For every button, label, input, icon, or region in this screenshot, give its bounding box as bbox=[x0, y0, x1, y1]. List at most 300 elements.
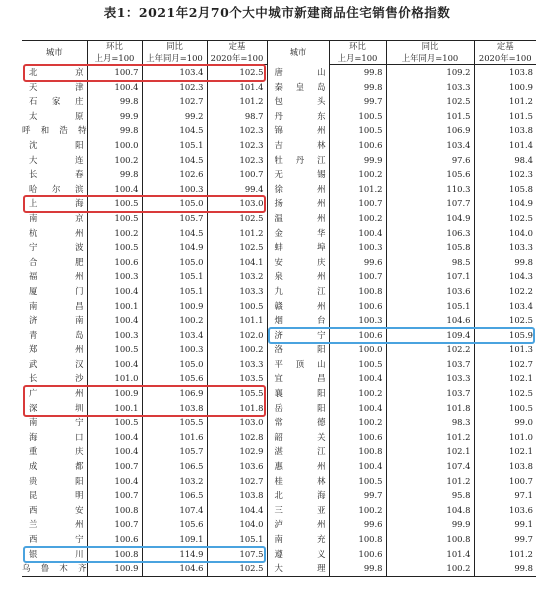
cell-fixed-left: 102.5 bbox=[207, 65, 267, 80]
cell-yoy-right: 104.8 bbox=[386, 503, 474, 518]
cell-yoy-left: 106.5 bbox=[142, 459, 207, 474]
cell-city-left: 银川 bbox=[29, 548, 84, 559]
cell-mom-right: 100.6 bbox=[329, 299, 386, 314]
subheader-yoy-right: 上年同月=100 bbox=[386, 53, 474, 65]
subheader-yoy-left: 上年同月=100 bbox=[142, 53, 207, 65]
cell-mom-right: 100.6 bbox=[329, 138, 386, 153]
cell-mom-left: 100.4 bbox=[87, 313, 142, 328]
table-row bbox=[22, 153, 536, 168]
table-row bbox=[22, 561, 536, 576]
cell-fixed-right: 101.0 bbox=[474, 430, 536, 445]
cell-mom-right: 99.6 bbox=[329, 255, 386, 270]
cell-mom-right: 100.6 bbox=[329, 430, 386, 445]
header-yoy-right: 同比 bbox=[386, 41, 474, 53]
cell-city-left: 广州 bbox=[29, 388, 84, 399]
cell-mom-right: 100.0 bbox=[329, 342, 386, 357]
cell-city-left: 合肥 bbox=[29, 256, 84, 267]
table-row bbox=[22, 196, 536, 211]
cell-city-right: 洛阳 bbox=[267, 342, 329, 357]
cell-fixed-right: 102.7 bbox=[474, 357, 536, 372]
cell-mom-right: 99.7 bbox=[329, 488, 386, 503]
header-city-right: 城市 bbox=[267, 41, 329, 65]
table-row bbox=[22, 401, 536, 416]
cell-yoy-right: 102.5 bbox=[386, 94, 474, 109]
cell-yoy-right: 98.3 bbox=[386, 415, 474, 430]
cell-fixed-right: 102.5 bbox=[474, 313, 536, 328]
page-title: 表1：2021年2月70个大中城市新建商品住宅销售价格指数 bbox=[103, 5, 451, 20]
cell-yoy-left: 102.3 bbox=[142, 80, 207, 95]
cell-city-right: 宜昌 bbox=[267, 371, 329, 386]
cell-city-left: 宁波 bbox=[29, 242, 84, 253]
cell-city-right: 温州 bbox=[267, 211, 329, 226]
cell-fixed-left: 101.2 bbox=[207, 226, 267, 241]
cell-fixed-right: 103.8 bbox=[474, 459, 536, 474]
cell-yoy-left: 103.8 bbox=[142, 401, 207, 416]
cell-fixed-right: 100.7 bbox=[474, 474, 536, 489]
cell-mom-left: 100.7 bbox=[87, 459, 142, 474]
cell-mom-right: 99.7 bbox=[329, 94, 386, 109]
cell-yoy-right: 98.5 bbox=[386, 255, 474, 270]
table-row bbox=[22, 503, 536, 518]
cell-city-right: 锦州 bbox=[267, 123, 329, 138]
cell-mom-left: 100.5 bbox=[87, 342, 142, 357]
cell-fixed-right: 101.2 bbox=[474, 94, 536, 109]
cell-city-left: 济南 bbox=[29, 315, 84, 326]
cell-city-left: 哈尔滨 bbox=[29, 183, 84, 194]
cell-yoy-left: 104.5 bbox=[142, 123, 207, 138]
cell-mom-right: 100.5 bbox=[329, 123, 386, 138]
subheader-mom-left: 上月=100 bbox=[87, 53, 142, 65]
cell-city-left: 长沙 bbox=[29, 373, 84, 384]
table-row bbox=[22, 269, 536, 284]
table-row bbox=[22, 284, 536, 299]
cell-yoy-right: 103.4 bbox=[386, 138, 474, 153]
cell-fixed-left: 101.8 bbox=[207, 401, 267, 416]
cell-fixed-left: 100.7 bbox=[207, 167, 267, 182]
cell-city-left: 呼和浩特 bbox=[22, 125, 87, 136]
cell-mom-right: 99.8 bbox=[329, 80, 386, 95]
cell-yoy-left: 104.9 bbox=[142, 240, 207, 255]
cell-city-left: 北京 bbox=[29, 66, 84, 77]
cell-mom-right: 100.2 bbox=[329, 386, 386, 401]
cell-yoy-left: 104.6 bbox=[142, 561, 207, 576]
cell-city-right: 济宁 bbox=[267, 328, 329, 343]
cell-yoy-right: 100.8 bbox=[386, 532, 474, 547]
cell-city-left: 成都 bbox=[29, 461, 84, 472]
cell-mom-right: 100.8 bbox=[329, 284, 386, 299]
cell-fixed-left: 102.5 bbox=[207, 211, 267, 226]
table-row bbox=[22, 182, 536, 197]
cell-mom-right: 100.4 bbox=[329, 459, 386, 474]
cell-city-right: 徐州 bbox=[267, 182, 329, 197]
cell-mom-left: 100.2 bbox=[87, 153, 142, 168]
cell-mom-left: 99.8 bbox=[87, 123, 142, 138]
cell-fixed-right: 102.2 bbox=[474, 284, 536, 299]
cell-mom-right: 99.6 bbox=[329, 517, 386, 532]
table-row bbox=[22, 517, 536, 532]
cell-fixed-right: 102.1 bbox=[474, 371, 536, 386]
cell-city-left: 贵阳 bbox=[29, 475, 84, 486]
cell-mom-left: 100.4 bbox=[87, 474, 142, 489]
cell-fixed-right: 102.5 bbox=[474, 211, 536, 226]
cell-fixed-right: 102.5 bbox=[474, 386, 536, 401]
cell-yoy-right: 104.9 bbox=[386, 211, 474, 226]
cell-yoy-right: 106.3 bbox=[386, 226, 474, 241]
subheader-mom-right: 上月=100 bbox=[329, 53, 386, 65]
cell-city-right: 桂林 bbox=[267, 474, 329, 489]
cell-mom-left: 101.0 bbox=[87, 371, 142, 386]
cell-fixed-right: 99.8 bbox=[474, 561, 536, 576]
table-row bbox=[22, 299, 536, 314]
cell-fixed-left: 98.7 bbox=[207, 109, 267, 124]
cell-city-left: 大连 bbox=[29, 154, 84, 165]
cell-city-right: 三亚 bbox=[267, 503, 329, 518]
cell-fixed-right: 104.3 bbox=[474, 269, 536, 284]
cell-city-left: 兰州 bbox=[29, 519, 84, 530]
cell-fixed-right: 99.8 bbox=[474, 255, 536, 270]
cell-mom-left: 100.5 bbox=[87, 196, 142, 211]
cell-city-left: 乌鲁木齐 bbox=[22, 561, 87, 576]
cell-fixed-right: 103.8 bbox=[474, 123, 536, 138]
cell-fixed-right: 101.5 bbox=[474, 109, 536, 124]
cell-city-right: 烟台 bbox=[267, 313, 329, 328]
cell-fixed-right: 102.3 bbox=[474, 167, 536, 182]
cell-city-right: 南充 bbox=[267, 532, 329, 547]
cell-yoy-left: 105.6 bbox=[142, 371, 207, 386]
cell-fixed-right: 97.1 bbox=[474, 488, 536, 503]
cell-fixed-right: 103.8 bbox=[474, 65, 536, 80]
cell-fixed-right: 100.5 bbox=[474, 401, 536, 416]
cell-city-left: 昆明 bbox=[29, 490, 84, 501]
cell-yoy-right: 99.9 bbox=[386, 517, 474, 532]
cell-city-left: 南京 bbox=[29, 212, 84, 223]
table-row bbox=[22, 547, 536, 562]
cell-fixed-left: 104.4 bbox=[207, 503, 267, 518]
cell-fixed-left: 103.6 bbox=[207, 459, 267, 474]
cell-mom-left: 100.9 bbox=[87, 386, 142, 401]
cell-yoy-right: 107.1 bbox=[386, 269, 474, 284]
cell-mom-left: 100.7 bbox=[87, 517, 142, 532]
cell-city-right: 赣州 bbox=[267, 299, 329, 314]
cell-yoy-left: 105.1 bbox=[142, 269, 207, 284]
cell-city-left: 西安 bbox=[29, 504, 84, 515]
cell-city-right: 扬州 bbox=[267, 196, 329, 211]
cell-mom-left: 100.3 bbox=[87, 269, 142, 284]
cell-yoy-left: 106.5 bbox=[142, 488, 207, 503]
cell-mom-right: 100.5 bbox=[329, 109, 386, 124]
cell-yoy-right: 102.2 bbox=[386, 342, 474, 357]
cell-yoy-right: 101.2 bbox=[386, 430, 474, 445]
cell-mom-left: 100.1 bbox=[87, 299, 142, 314]
cell-fixed-left: 102.5 bbox=[207, 561, 267, 576]
cell-city-right: 大理 bbox=[267, 561, 329, 576]
header-mom-left: 环比 bbox=[87, 41, 142, 53]
cell-fixed-left: 103.2 bbox=[207, 269, 267, 284]
cell-city-left: 天津 bbox=[29, 81, 84, 92]
cell-yoy-right: 101.8 bbox=[386, 401, 474, 416]
table-row bbox=[22, 488, 536, 503]
cell-city-left: 南宁 bbox=[29, 417, 84, 428]
cell-yoy-right: 107.4 bbox=[386, 459, 474, 474]
cell-mom-right: 100.3 bbox=[329, 240, 386, 255]
cell-mom-left: 100.4 bbox=[87, 182, 142, 197]
header-yoy-left: 同比 bbox=[142, 41, 207, 53]
cell-mom-right: 100.6 bbox=[329, 328, 386, 343]
cell-yoy-left: 105.1 bbox=[142, 138, 207, 153]
table-row bbox=[22, 357, 536, 372]
cell-yoy-right: 109.4 bbox=[386, 328, 474, 343]
cell-city-right: 牡丹江 bbox=[267, 153, 329, 168]
cell-yoy-right: 101.4 bbox=[386, 547, 474, 562]
cell-city-right: 蚌埠 bbox=[267, 240, 329, 255]
cell-yoy-left: 105.1 bbox=[142, 284, 207, 299]
cell-fixed-right: 99.1 bbox=[474, 517, 536, 532]
table-row bbox=[22, 94, 536, 109]
table-row bbox=[22, 240, 536, 255]
cell-city-right: 泉州 bbox=[267, 269, 329, 284]
table-row bbox=[22, 430, 536, 445]
cell-yoy-left: 104.5 bbox=[142, 153, 207, 168]
cell-yoy-right: 102.1 bbox=[386, 444, 474, 459]
cell-fixed-left: 101.2 bbox=[207, 94, 267, 109]
cell-city-left: 武汉 bbox=[29, 358, 84, 369]
cell-city-right: 安庆 bbox=[267, 255, 329, 270]
cell-fixed-left: 102.3 bbox=[207, 123, 267, 138]
subheader-fixed-left: 2020年=100 bbox=[207, 53, 267, 65]
cell-yoy-left: 105.0 bbox=[142, 196, 207, 211]
cell-yoy-right: 100.2 bbox=[386, 561, 474, 576]
cell-fixed-left: 100.5 bbox=[207, 299, 267, 314]
cell-city-right: 吉林 bbox=[267, 138, 329, 153]
cell-city-left: 西宁 bbox=[29, 534, 84, 544]
cell-mom-right: 101.2 bbox=[329, 182, 386, 197]
cell-fixed-right: 104.0 bbox=[474, 226, 536, 241]
cell-city-right: 韶关 bbox=[267, 430, 329, 445]
cell-fixed-right: 99.0 bbox=[474, 415, 536, 430]
table-row bbox=[22, 386, 536, 401]
table-row bbox=[22, 532, 536, 547]
cell-mom-right: 99.8 bbox=[329, 65, 386, 80]
cell-city-right: 金华 bbox=[267, 226, 329, 241]
cell-yoy-left: 104.5 bbox=[142, 226, 207, 241]
cell-city-right: 秦皇岛 bbox=[267, 80, 329, 95]
table-row bbox=[22, 80, 536, 95]
cell-mom-right: 100.2 bbox=[329, 167, 386, 182]
cell-city-right: 湛江 bbox=[267, 444, 329, 459]
cell-city-left: 深圳 bbox=[29, 402, 84, 413]
cell-city-right: 襄阳 bbox=[267, 386, 329, 401]
cell-yoy-left: 100.9 bbox=[142, 299, 207, 314]
cell-city-right: 惠州 bbox=[267, 459, 329, 474]
cell-fixed-right: 105.9 bbox=[474, 328, 536, 343]
cell-yoy-right: 106.9 bbox=[386, 123, 474, 138]
cell-mom-right: 100.8 bbox=[329, 532, 386, 547]
cell-mom-right: 100.3 bbox=[329, 313, 386, 328]
table-row bbox=[22, 313, 536, 328]
cell-yoy-left: 105.7 bbox=[142, 444, 207, 459]
cell-fixed-left: 101.4 bbox=[207, 80, 267, 95]
cell-city-right: 岳阳 bbox=[267, 401, 329, 416]
cell-fixed-left: 102.0 bbox=[207, 328, 267, 343]
cell-city-right: 九江 bbox=[267, 284, 329, 299]
cell-mom-right: 100.5 bbox=[329, 357, 386, 372]
cell-mom-left: 100.6 bbox=[87, 255, 142, 270]
cell-mom-right: 100.2 bbox=[329, 503, 386, 518]
cell-fixed-right: 101.3 bbox=[474, 342, 536, 357]
table-row bbox=[22, 328, 536, 343]
cell-fixed-left: 104.0 bbox=[207, 517, 267, 532]
cell-yoy-left: 103.4 bbox=[142, 65, 207, 80]
cell-yoy-right: 103.7 bbox=[386, 357, 474, 372]
table-row bbox=[22, 255, 536, 270]
cell-yoy-left: 105.0 bbox=[142, 255, 207, 270]
cell-city-left: 重庆 bbox=[29, 446, 84, 457]
cell-mom-left: 100.6 bbox=[87, 532, 142, 547]
cell-yoy-right: 103.3 bbox=[386, 371, 474, 386]
subheader-fixed-right: 2020年=100 bbox=[474, 53, 536, 65]
cell-yoy-right: 97.6 bbox=[386, 153, 474, 168]
header-row bbox=[22, 41, 536, 53]
cell-city-right: 唐山 bbox=[267, 65, 329, 80]
cell-city-right: 北海 bbox=[267, 488, 329, 503]
cell-mom-left: 100.4 bbox=[87, 357, 142, 372]
cell-mom-right: 100.4 bbox=[329, 226, 386, 241]
cell-fixed-left: 103.3 bbox=[207, 284, 267, 299]
price-index-table bbox=[22, 40, 536, 577]
cell-yoy-left: 105.0 bbox=[142, 357, 207, 372]
cell-fixed-right: 104.9 bbox=[474, 196, 536, 211]
cell-mom-right: 99.8 bbox=[329, 561, 386, 576]
cell-fixed-left: 102.7 bbox=[207, 474, 267, 489]
cell-city-left: 青岛 bbox=[29, 329, 84, 340]
cell-yoy-left: 103.4 bbox=[142, 328, 207, 343]
cell-mom-left: 100.5 bbox=[87, 240, 142, 255]
cell-fixed-right: 103.4 bbox=[474, 299, 536, 314]
table-body bbox=[22, 65, 536, 577]
cell-fixed-right: 101.2 bbox=[474, 547, 536, 562]
cell-city-left: 太原 bbox=[29, 110, 84, 121]
cell-mom-left: 100.4 bbox=[87, 444, 142, 459]
cell-mom-left: 99.8 bbox=[87, 94, 142, 109]
cell-city-left: 长春 bbox=[29, 169, 84, 180]
cell-yoy-left: 102.7 bbox=[142, 94, 207, 109]
cell-fixed-left: 107.5 bbox=[207, 547, 267, 562]
cell-city-right: 遵义 bbox=[267, 547, 329, 562]
table-row bbox=[22, 415, 536, 430]
cell-mom-right: 100.5 bbox=[329, 474, 386, 489]
cell-yoy-right: 103.3 bbox=[386, 80, 474, 95]
cell-yoy-left: 103.2 bbox=[142, 474, 207, 489]
table-row bbox=[22, 371, 536, 386]
cell-fixed-left: 102.3 bbox=[207, 138, 267, 153]
cell-city-left: 福州 bbox=[29, 271, 84, 282]
table-row bbox=[22, 459, 536, 474]
cell-yoy-right: 103.7 bbox=[386, 386, 474, 401]
cell-mom-right: 100.2 bbox=[329, 415, 386, 430]
table-row bbox=[22, 226, 536, 241]
cell-fixed-right: 98.4 bbox=[474, 153, 536, 168]
cell-fixed-right: 101.4 bbox=[474, 138, 536, 153]
cell-mom-right: 100.8 bbox=[329, 444, 386, 459]
cell-mom-right: 100.7 bbox=[329, 269, 386, 284]
cell-yoy-left: 107.4 bbox=[142, 503, 207, 518]
cell-fixed-left: 103.8 bbox=[207, 488, 267, 503]
cell-yoy-left: 100.2 bbox=[142, 313, 207, 328]
table-row bbox=[22, 65, 536, 80]
cell-mom-left: 100.2 bbox=[87, 226, 142, 241]
cell-fixed-right: 102.1 bbox=[474, 444, 536, 459]
cell-mom-right: 99.9 bbox=[329, 153, 386, 168]
cell-fixed-left: 101.1 bbox=[207, 313, 267, 328]
cell-mom-left: 100.3 bbox=[87, 328, 142, 343]
header-mom-right: 环比 bbox=[329, 41, 386, 53]
cell-city-left: 杭州 bbox=[29, 227, 84, 238]
cell-fixed-right: 105.8 bbox=[474, 182, 536, 197]
cell-fixed-left: 102.9 bbox=[207, 444, 267, 459]
table-row bbox=[22, 123, 536, 138]
cell-fixed-left: 102.5 bbox=[207, 240, 267, 255]
cell-yoy-right: 104.6 bbox=[386, 313, 474, 328]
table-row bbox=[22, 138, 536, 153]
cell-fixed-left: 103.0 bbox=[207, 415, 267, 430]
cell-city-right: 常德 bbox=[267, 415, 329, 430]
cell-mom-left: 99.8 bbox=[87, 167, 142, 182]
cell-mom-left: 100.7 bbox=[87, 488, 142, 503]
cell-fixed-left: 99.4 bbox=[207, 182, 267, 197]
cell-fixed-left: 105.5 bbox=[207, 386, 267, 401]
cell-city-right: 泸州 bbox=[267, 517, 329, 532]
cell-mom-left: 100.0 bbox=[87, 138, 142, 153]
cell-city-right: 丹东 bbox=[267, 109, 329, 124]
cell-fixed-left: 104.1 bbox=[207, 255, 267, 270]
cell-mom-left: 100.4 bbox=[87, 284, 142, 299]
cell-mom-right: 100.6 bbox=[329, 547, 386, 562]
cell-fixed-right: 103.3 bbox=[474, 240, 536, 255]
table-row bbox=[22, 109, 536, 124]
cell-mom-left: 100.7 bbox=[87, 65, 142, 80]
cell-mom-left: 100.9 bbox=[87, 561, 142, 576]
cell-fixed-left: 102.8 bbox=[207, 430, 267, 445]
cell-yoy-right: 95.8 bbox=[386, 488, 474, 503]
cell-city-left: 厦门 bbox=[29, 285, 84, 296]
table-row bbox=[22, 167, 536, 182]
cell-fixed-left: 102.3 bbox=[207, 153, 267, 168]
cell-mom-right: 100.4 bbox=[329, 401, 386, 416]
cell-yoy-left: 114.9 bbox=[142, 547, 207, 562]
cell-mom-left: 100.8 bbox=[87, 547, 142, 562]
cell-mom-left: 100.5 bbox=[87, 415, 142, 430]
cell-city-right: 无锡 bbox=[267, 167, 329, 182]
cell-fixed-left: 105.1 bbox=[207, 532, 267, 547]
cell-city-right: 平顶山 bbox=[267, 357, 329, 372]
cell-yoy-right: 103.6 bbox=[386, 284, 474, 299]
table-row bbox=[22, 342, 536, 357]
table-row bbox=[22, 474, 536, 489]
cell-city-left: 海口 bbox=[29, 431, 84, 442]
cell-mom-left: 100.4 bbox=[87, 80, 142, 95]
cell-mom-left: 100.8 bbox=[87, 503, 142, 518]
cell-mom-right: 100.4 bbox=[329, 371, 386, 386]
cell-yoy-left: 105.6 bbox=[142, 517, 207, 532]
cell-yoy-left: 106.9 bbox=[142, 386, 207, 401]
cell-yoy-right: 110.3 bbox=[386, 182, 474, 197]
cell-city-left: 南昌 bbox=[29, 300, 84, 311]
cell-yoy-right: 105.8 bbox=[386, 240, 474, 255]
header-fixed-right: 定基 bbox=[474, 41, 536, 53]
cell-yoy-left: 102.6 bbox=[142, 167, 207, 182]
cell-mom-left: 100.5 bbox=[87, 211, 142, 226]
cell-yoy-right: 105.6 bbox=[386, 167, 474, 182]
